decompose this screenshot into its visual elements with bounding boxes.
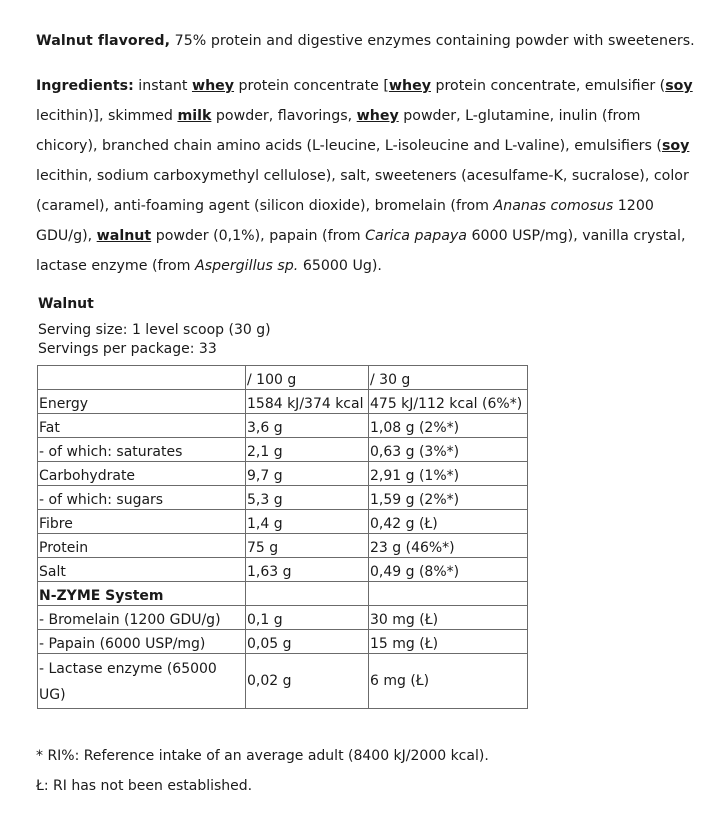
table-row bbox=[38, 534, 528, 558]
flavor-name: Walnut flavored, bbox=[36, 33, 171, 49]
allergen: whey bbox=[356, 108, 399, 124]
table-row bbox=[38, 414, 528, 438]
table-cell: 23 g (46%*) bbox=[369, 534, 528, 558]
ingredients-text: powder (0,1%), papain (from bbox=[151, 228, 366, 244]
ingredients-text: powder, L-glutamine, inulin (from chicory), branched chain amino acids (L-leucine, L-isoleucine and L-valine), emulsifiers ( bbox=[36, 108, 662, 154]
table-cell: 5,3 g bbox=[246, 486, 369, 510]
table-cell: 2,91 g (1%*) bbox=[369, 462, 528, 486]
table-cell: Fibre bbox=[38, 510, 246, 534]
table-cell: 1,63 g bbox=[246, 558, 369, 582]
table-cell: 0,02 g bbox=[246, 654, 369, 709]
table-cell: Fat bbox=[38, 414, 246, 438]
table-cell: 0,63 g (3%*) bbox=[369, 438, 528, 462]
table-cell: 3,6 g bbox=[246, 414, 369, 438]
table-cell: 75 g bbox=[246, 534, 369, 558]
table-cell: 30 mg (Ł) bbox=[369, 606, 528, 630]
table-cell bbox=[369, 582, 528, 606]
ingredients-text: instant bbox=[133, 78, 192, 94]
serving-size: Serving size: 1 level scoop (30 g) bbox=[38, 322, 271, 338]
footnotes bbox=[36, 741, 489, 801]
allergen: whey bbox=[388, 78, 431, 94]
ingredients-text: 65000 Ug). bbox=[298, 258, 382, 274]
table-row bbox=[38, 558, 528, 582]
table-cell: Salt bbox=[38, 558, 246, 582]
ingredients-text: powder, flavorings, bbox=[211, 108, 357, 124]
table-row bbox=[38, 654, 528, 709]
table-row bbox=[38, 366, 528, 390]
ingredients-label: Ingredients: bbox=[36, 78, 134, 94]
table-cell: 1,4 g bbox=[246, 510, 369, 534]
species-name: Carica papaya bbox=[365, 228, 467, 244]
table-row bbox=[38, 462, 528, 486]
table-cell: 2,1 g bbox=[246, 438, 369, 462]
table-cell: Protein bbox=[38, 534, 246, 558]
species-name: Ananas comosus bbox=[493, 198, 614, 214]
table-row bbox=[38, 390, 528, 414]
table-cell: 9,7 g bbox=[246, 462, 369, 486]
flavor-heading: Walnut bbox=[38, 296, 94, 312]
allergen: soy bbox=[665, 78, 693, 94]
table-cell: / 100 g bbox=[246, 366, 369, 390]
allergen: whey bbox=[191, 78, 235, 94]
table-cell: / 30 g bbox=[369, 366, 528, 390]
nutrition-table bbox=[37, 365, 528, 709]
ingredients-paragraph bbox=[36, 71, 696, 281]
nutrition-facts-header bbox=[38, 291, 538, 343]
table-cell bbox=[38, 366, 246, 390]
description-text: 75% protein and digestive enzymes containing powder with sweeteners. bbox=[170, 33, 695, 49]
table-row bbox=[38, 606, 528, 630]
table-row bbox=[38, 438, 528, 462]
table-cell: 1,59 g (2%*) bbox=[369, 486, 528, 510]
table-row bbox=[38, 486, 528, 510]
table-cell: 15 mg (Ł) bbox=[369, 630, 528, 654]
ingredients-text: lecithin)], skimmed bbox=[36, 108, 178, 124]
table-cell: 0,05 g bbox=[246, 630, 369, 654]
table-cell: 1584 kJ/374 kcal bbox=[246, 390, 369, 414]
species-name: Aspergillus sp. bbox=[195, 258, 299, 274]
product-description bbox=[36, 31, 696, 52]
allergen: milk bbox=[177, 108, 212, 124]
table-row bbox=[38, 630, 528, 654]
table-cell: - Bromelain (1200 GDU/g) bbox=[38, 606, 246, 630]
table-cell: 0,49 g (8%*) bbox=[369, 558, 528, 582]
ingredients-text: protein concentrate, emulsifier ( bbox=[431, 78, 666, 94]
servings-per-package: Servings per package: 33 bbox=[38, 341, 217, 357]
ri-footnote: * RI%: Reference intake of an average adult (8400 kJ/2000 kcal). bbox=[36, 748, 489, 764]
table-cell: 1,08 g (2%*) bbox=[369, 414, 528, 438]
section-title: N-ZYME System bbox=[38, 582, 246, 606]
table-cell: 0,1 g bbox=[246, 606, 369, 630]
not-established-footnote: Ł: RI has not been established. bbox=[36, 778, 253, 794]
table-cell: 6 mg (Ł) bbox=[369, 654, 528, 709]
table-section-row bbox=[38, 582, 528, 606]
table-row bbox=[38, 510, 528, 534]
table-cell: - of which: sugars bbox=[38, 486, 246, 510]
table-cell: 475 kJ/112 kcal (6%*) bbox=[369, 390, 528, 414]
allergen: walnut bbox=[96, 228, 152, 244]
ingredients-text: lecithin, sodium carboxymethyl cellulose), salt, sweeteners (acesulfame-K, sucralose), color (caramel), anti-foaming agent (silicon dioxide), bromelain (from bbox=[36, 168, 689, 214]
table-cell bbox=[246, 582, 369, 606]
table-cell: Carbohydrate bbox=[38, 462, 246, 486]
ingredients-text: 1200 GDU/g), bbox=[36, 198, 654, 244]
table-cell: - of which: saturates bbox=[38, 438, 246, 462]
table-cell: - Papain (6000 USP/mg) bbox=[38, 630, 246, 654]
ingredients-text: protein concentrate [ bbox=[234, 78, 389, 94]
ingredients-text: 6000 USP/mg), vanilla crystal, lactase enzyme (from bbox=[36, 228, 686, 274]
table-cell: Energy bbox=[38, 390, 246, 414]
table-cell: 0,42 g (Ł) bbox=[369, 510, 528, 534]
allergen: soy bbox=[661, 138, 690, 154]
table-cell: - Lactase enzyme (65000 UG) bbox=[38, 654, 246, 709]
